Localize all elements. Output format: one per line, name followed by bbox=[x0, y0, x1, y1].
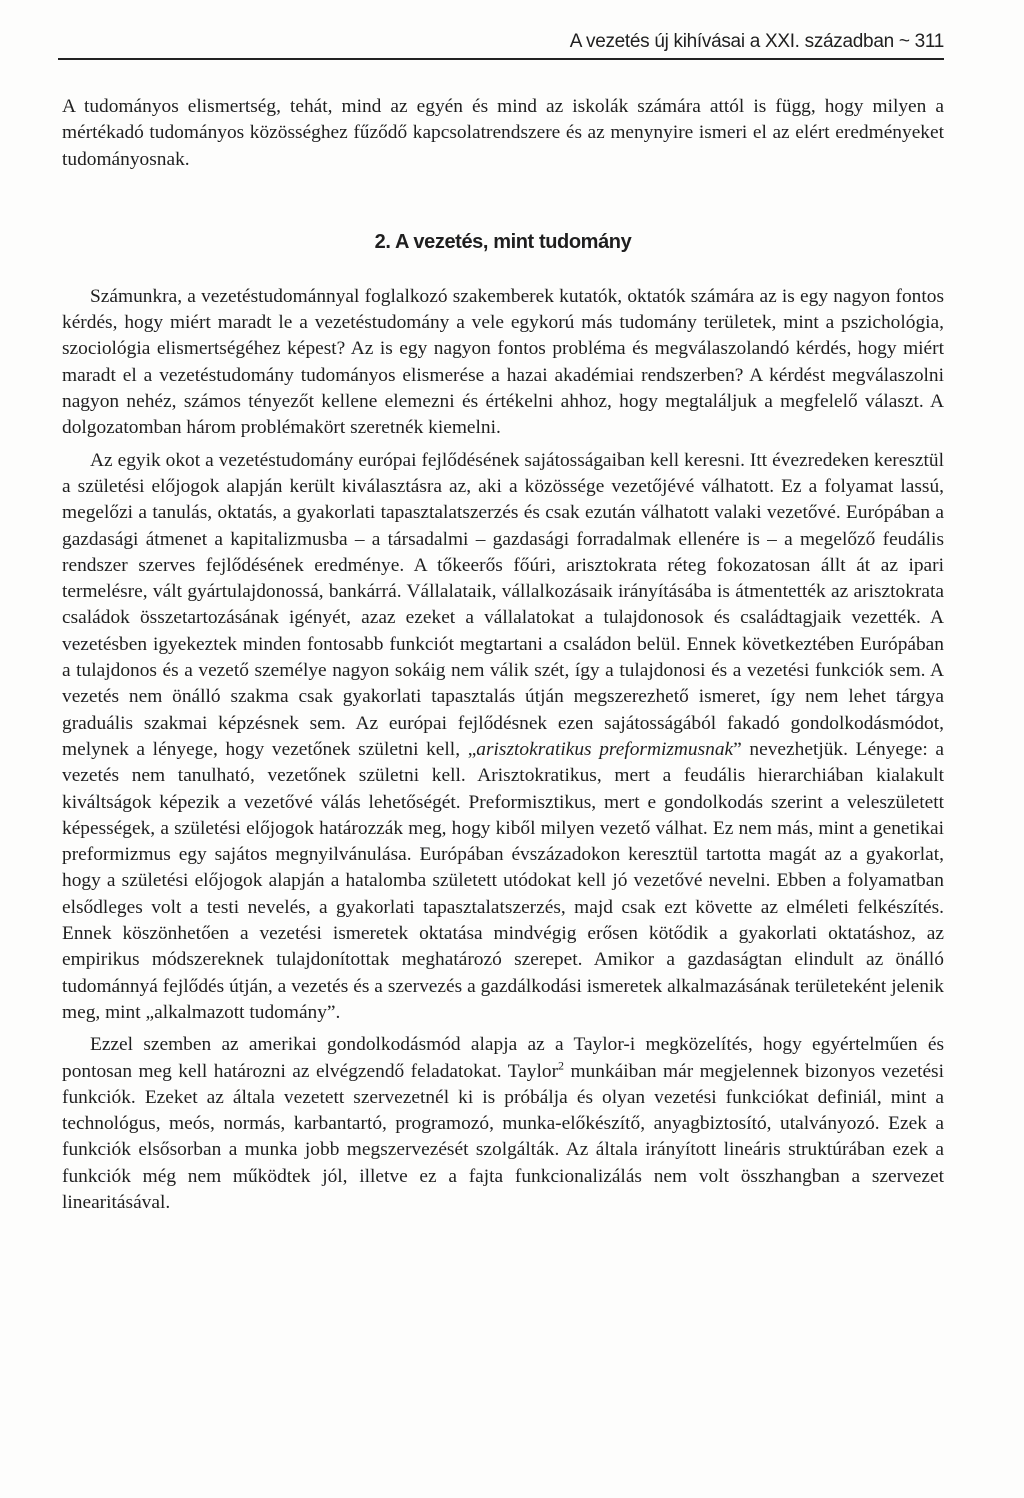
body-text bbox=[62, 94, 944, 1216]
paragraph-2-text-end: ” nevezhetjük. Lényege: a vezetés nem tanulható, vezetőnek születni kell. Arisztokratikus, mert a feudális hierarchiában kialakult kiváltságok képezik a vezetővé válás lehetőségét. Preformisztikus, mert e gondolkodás szerint a veleszületett képességek, a születési előjogok határozzák meg, hogy kiből milyen vezető válhat. Ez nem más, mint a genetikai preformizmus egy sajátos megnyilvánulása. Európában évszázadokon keresztül tartotta magát az a gyakorlat, hogy a születési előjogok alapján a hatalomba született utódokat kell jó vezetővé nevelni. Ebben a folyamatban elsődleges volt a testi nevelés, a gyakorlati tapasztalatszerzés, majd csak ezt követte az elméleti felkészítés. Ennek köszönhetően a vezetési ismeretek oktatása mindvégig erősen kötődik a gyakorlati oktatáshoz, az empirikus módszereknek tulajdonítottak meghatározó szerepet. Amikor a gazdaságtan elindult az önálló tudománnyá fejlődés útján, a vezetés és a szervezés a gazdálkodási ismeretek alkalmazásának területeként jelenik meg, mint „alkalmazott tudomány”. bbox=[62, 738, 945, 1023]
footnote-marker[interactable]: 2 bbox=[558, 1058, 565, 1073]
paragraph-3-text-start: Ezzel szemben az amerikai gondolkodásmód alapja az a Taylor-i megközelítés, hogy egyértelműen és pontosan meg kell határozni az elvégzendő feladatokat. Taylor bbox=[62, 1034, 944, 1082]
paragraph-1: Számunkra, a vezetéstudománnyal foglalkozó szakemberek kutatók, oktatók számára az is egy nagyon fontos kérdés, hogy miért maradt le a vezetéstudomány a vele egykorú más tudomány területek, mint a pszichológia, szociológia elismertségéhez képest? Az is egy nagyon fontos probléma és megválaszolandó kérdés, hogy miért maradt el a vezetéstudomány tudományos elismerése a hazai akadémiai rendszerben? A kérdést megválaszolni nagyon nehéz, számos tényezőt kellene elemezni és értékelni ahhoz, hogy megtaláljuk a megfelelő választ. A dolgozatomban három problémakört szeretnék kiemelni. bbox=[62, 285, 944, 439]
italic-term: arisztokratikus preformizmusnak bbox=[476, 738, 734, 760]
section-heading: 2. A vezetés, mint tudomány bbox=[374, 230, 632, 253]
paragraph-2-text-start: Az egyik okot a vezetéstudomány európai fejlődésének sajátosságaiban kell keresni. Itt évezredeken keresztül a születési előjogok alapján került kiválasztásra az, aki a közössége vezetőjévé válhatott. Ez a folyamat lassú, megelőzi a tanulás, oktatás, a gyakorlati tapasztalatszerzés és csak ezután válhatott valaki vezetővé. Európában a gazdasági átmenet a kapitalizmusba – a társadalmi – gazdasági forradalmak ellenére is – a megelőző feudális rendszer szerves fejlődésének eredménye. A tőkeerős főúri, arisztokrata réteg fokozatosan állt át az ipari termelésre, vált gyártulajdonossá, bankárrá. Vállalataik, vállalkozásaik irányításába is átmentették az arisztokrata családok összetartozásának igényét, azaz ezeket a vállalatokat a tulajdonosok és családtagjaik vezették. A vezetésben igyekeztek minden fontosabb funkciót megtartani a családon belül. Ennek következtében Európában a tulajdonos és a vezető személye nagyon sokáig nem válik szét, így a tulajdonosi és a vezetési funkciók sem. A vezetés nem önálló szakma csak gyakorlati tapasztalás útján megszerezhető ismeret, így nem lehet tárgya graduális szakmai képzésnek sem. Az európai fejlődésnek ezen sajátosságából fakadó gondolkodásmódot, melynek a lényege, hogy vezetőnek születni kell, „ bbox=[62, 449, 944, 760]
section-heading-block bbox=[62, 231, 944, 254]
intro-paragraph: A tudományos elismertség, tehát, mind az egyén és mind az iskolák számára attól is függ, hogy milyen a mértékadó tudományos közösséghez fűződő kapcsolatrendszere és az menynyire ismeri el az elért eredményeket tudományosnak. bbox=[62, 96, 944, 170]
paragraph-3 bbox=[62, 1032, 944, 1216]
running-title: A vezetés új kihívásai a XXI. században ~ 311 bbox=[569, 31, 944, 52]
paragraph-2 bbox=[62, 448, 944, 1027]
running-header bbox=[58, 28, 944, 60]
paragraph-3-text-end: munkáiban már megjelennek bizonyos vezetési funkciók. Ezeket az általa vezetett szervezetnél ki is próbálja és olyan vezetési funkciókat definiál, mint a technológus, meós, normás, karbantartó, programozó, munka-előkészítő, anyagbiztosító, utalványozó. Ezek a funkciók elsősorban a munka jobb megszervezését szolgálták. Az általa irányított lineáris struktúrában ezek a funkciók még nem működtek jól, illetve ez a fajta funkcionalizálás nem volt összhangban a szervezet linearitásával. bbox=[62, 1060, 944, 1213]
